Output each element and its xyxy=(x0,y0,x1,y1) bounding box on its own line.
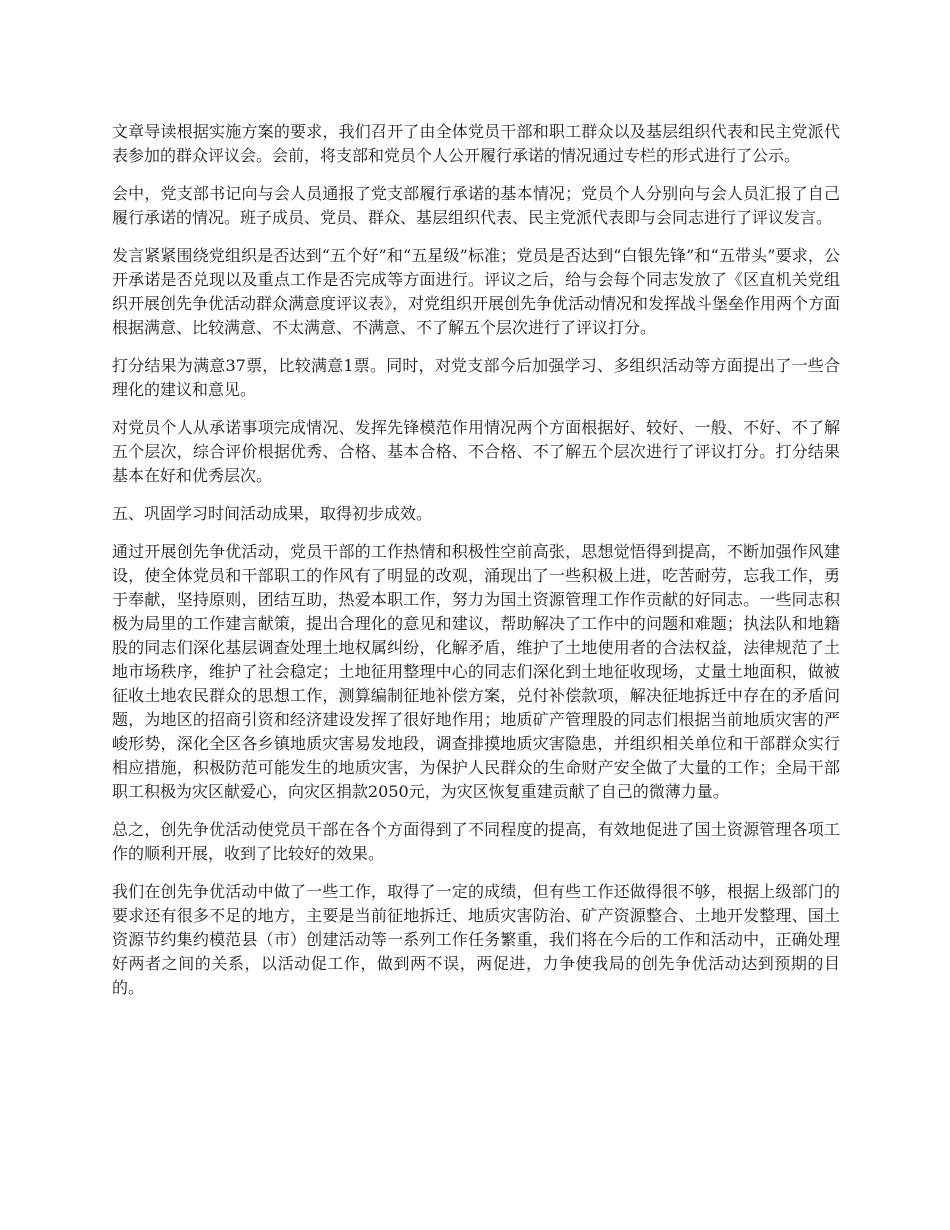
section-heading: 五、巩固学习时间活动成果，取得初步成效。 xyxy=(112,504,433,523)
paragraph-summary: 总之，创先争优活动使党员干部在各个方面得到了不同程度的提高，有效地促进了国土资源管理各项工作的顺利开展，收到了比较好的效果。 xyxy=(112,820,840,863)
paragraph-score-result: 打分结果为满意37票，比较满意1票。同时，对党支部今后加强学习、多组织活动等方面提出了一些合理化的建议和意见。 xyxy=(112,356,840,399)
paragraph-meeting: 会中，党支部书记向与会人员通报了党支部履行承诺的基本情况；党员个人分别向与会人员汇报了自己履行承诺的情况。班子成员、党员、群众、基层组织代表、民主党派代表即与会同志进行了评议发言。 xyxy=(112,184,840,227)
paragraph-conclusion: 我们在创先争优活动中做了一些工作，取得了一定的成绩，但有些工作还做得很不够，根据上级部门的要求还有很多不足的地方，主要是当前征地拆迁、地质灾害防治、矿产资源整合、土地开发整理、国土资源节约集约模范县（市）创建活动等一系列工作任务繁重，我们将在今后的工作和活动中，正确处理好两者之间的关系，以活动促工作，做到两不误，两促进，力争使我局的创先争优活动达到预期的目的。 xyxy=(112,882,840,997)
paragraph-achievements: 通过开展创先争优活动，党员干部的工作热情和积极性空前高张，思想觉悟得到提高，不断加强作风建设，使全体党员和干部职工的作风有了明显的改观，涌现出了一些积极上进，吃苦耐劳，忘我工作，勇于奉献，坚持原则，团结互助，热爱本职工作，努力为国土资源管理工作作贡献的好同志。一些同志积极为局里的工作建言献策，提出合理化的意见和建议，帮助解决了工作中的问题和难题；执法队和地籍股的同志们深化基层调查处理土地权属纠纷，化解矛盾，维护了土地使用者的合法权益，法律规范了土地市场秩序，维护了社会稳定；土地征用整理中心的同志们深化到土地征收现场，丈量土地面积，做被征收土地农民群众的思想工作，测算编制征地补偿方案，兑付补偿款项，解决征地拆迁中存在的矛盾问题，为地区的招商引资和经济建设发挥了很好地作用；地质矿产管理股的同志们根据当前地质灾害的严峻形势，深化全区各乡镇地质灾害易发地段，调查排摸地质灾害隐患，并组织相关单位和干部群众实行相应措施，积极防范可能发生的地质灾害，为保护人民群众的生命财产安全做了大量的工作；全局干部职工积极为灾区献爱心，向灾区捐款2050元，为灾区恢复重建贡献了自己的微薄力量。 xyxy=(112,542,840,801)
paragraph-member-evaluation: 对党员个人从承诺事项完成情况、发挥先锋模范作用情况两个方面根据好、较好、一般、不好、不了解五个层次，综合评价根据优秀、合格、基本合格、不合格、不了解五个层次进行了评议打分。打分结果基本在好和优秀层次。 xyxy=(112,418,840,485)
paragraph-discussion: 发言紧紧围绕党组织是否达到“五个好”和“五星级”标准；党员是否达到“白银先锋”和“五带头”要求，公开承诺是否兑现以及重点工作是否完成等方面进行。评议之后，给与会每个同志发放了《区直机关党组织开展创先争优活动群众满意度评议表》，对党组织开展创先争优活动情况和发挥战斗堡垒作用两个方面根据满意、比较满意、不太满意、不满意、不了解五个层次进行了评议打分。 xyxy=(112,246,841,337)
paragraph-intro: 文章导读根据实施方案的要求，我们召开了由全体党员干部和职工群众以及基层组织代表和民主党派代表参加的群众评议会。会前，将支部和党员个人公开履行承诺的情况通过专栏的形式进行了公示。 xyxy=(112,122,840,165)
document-body xyxy=(112,120,840,1014)
